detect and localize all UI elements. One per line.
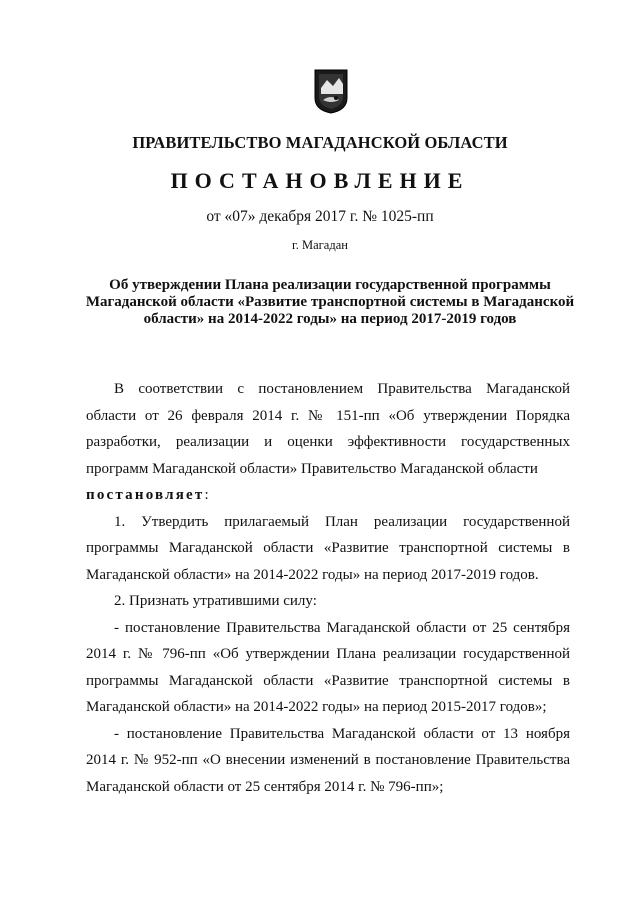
issuing-authority: ПРАВИТЕЛЬСТВО МАГАДАНСКОЙ ОБЛАСТИ <box>132 133 508 152</box>
item-1-paragraph: 1. Утвердить прилагаемый План реализации государственной программы Магаданской области «Развитие транспортной системы в Магаданской области» на 2014-2022 годы» на период 2017-2019 годов. <box>86 513 570 583</box>
item-2b-paragraph: - постановление Правительства Магаданской области от 13 ноября 2014 г. № 952-пп «О внесении изменений в постановление Правительства Магаданской области от 25 сентября 2014 г. № 796-пп»; <box>86 725 570 795</box>
resolves-word: постановляет <box>86 487 205 503</box>
resolves-paragraph <box>86 482 570 509</box>
coat-of-arms-emblem <box>313 68 349 114</box>
item-2-paragraph: 2. Признать утратившими силу: <box>114 593 317 609</box>
document-body <box>86 376 570 800</box>
document-type-title: ПОСТАНОВЛЕНИЕ <box>170 168 470 193</box>
document-date-number: от «07» декабря 2017 г. № 1025-пп <box>206 208 434 225</box>
intro-paragraph <box>86 376 570 482</box>
document-city: г. Магадан <box>292 238 348 252</box>
intro-text: В соответствии с постановлением Правительства Магаданской области от 26 февраля 2014 г. № 151-пп «Об утверждении Порядка разработки, реализации и оценки эффективности государственных программ Магаданской области» Правительство Магаданской области <box>86 381 570 477</box>
item-2a-paragraph: - постановление Правительства Магаданской области от 25 сентября 2014 г. № 796-пп «Об утверждении Плана реализации государственной программы Магаданской области «Развитие транспортной системы в Магаданской области» на 2014-2022 годы» на период 2015-2017 годов»; <box>86 619 570 715</box>
document-subject: Об утверждении Плана реализации государственной программы Магаданской области «Развитие транспортной системы в Магаданской области» на 2014-2022 годы» на период 2017-2019 годов <box>85 277 575 327</box>
resolves-colon: : <box>204 487 209 503</box>
